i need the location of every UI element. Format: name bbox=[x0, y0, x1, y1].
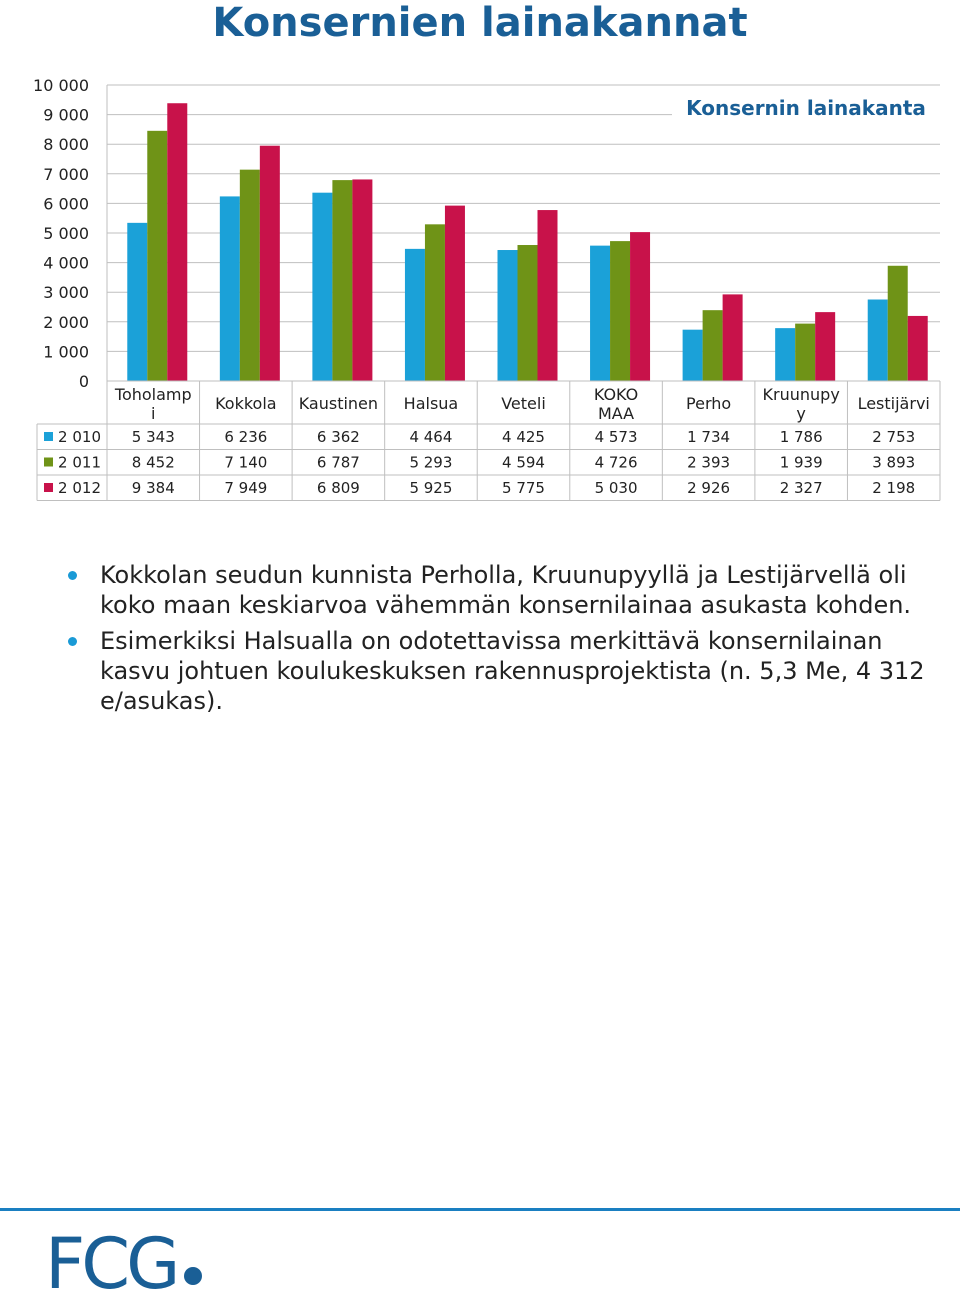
data-label: 1 734 bbox=[687, 428, 731, 446]
data-label: 2 198 bbox=[872, 479, 916, 497]
y-tick-label: 0 bbox=[78, 372, 89, 391]
y-tick-label: 2 000 bbox=[43, 312, 89, 332]
legend-key bbox=[44, 432, 53, 441]
bar-2011 bbox=[888, 266, 908, 381]
data-label: 5 293 bbox=[409, 453, 453, 472]
data-label: 7 949 bbox=[224, 479, 268, 497]
x-tick-label: Kokkola bbox=[215, 394, 277, 413]
x-tick-label: Perho bbox=[686, 394, 732, 413]
data-label: 2 926 bbox=[687, 479, 731, 497]
bar-2011 bbox=[240, 170, 260, 381]
legend-label: 2 011 bbox=[58, 453, 101, 472]
data-label: 4 726 bbox=[594, 453, 638, 472]
data-label: 5 030 bbox=[594, 479, 638, 497]
bar-2010 bbox=[590, 246, 610, 381]
chart-title: Konsernin lainakanta bbox=[686, 96, 926, 120]
bar-2012 bbox=[723, 294, 743, 381]
bullet-dot-icon bbox=[68, 571, 77, 580]
data-label: 6 787 bbox=[316, 453, 360, 472]
data-label: 8 452 bbox=[131, 453, 175, 472]
bar-chart bbox=[0, 70, 960, 510]
bar-2011 bbox=[425, 224, 445, 381]
data-label: 4 594 bbox=[502, 453, 545, 472]
bar-2012 bbox=[815, 312, 835, 381]
data-label: 2 327 bbox=[779, 479, 823, 497]
svg-text:FCG: FCG bbox=[45, 1228, 177, 1293]
bar-2010 bbox=[498, 250, 518, 381]
bar-2011 bbox=[795, 324, 815, 381]
footer-divider bbox=[0, 1208, 960, 1211]
bullet-item bbox=[68, 560, 938, 620]
bar-2012 bbox=[352, 179, 372, 381]
bar-2012 bbox=[630, 232, 650, 381]
data-label: 5 343 bbox=[131, 428, 175, 446]
bullet-list bbox=[68, 560, 938, 722]
bar-2012 bbox=[445, 206, 465, 381]
x-tick-label: KOKO MAA bbox=[593, 385, 639, 423]
x-tick-label: Kaustinen bbox=[298, 394, 379, 413]
bar-2010 bbox=[775, 328, 795, 381]
y-tick-label: 8 000 bbox=[43, 135, 89, 155]
y-tick-label: 4 000 bbox=[43, 253, 89, 273]
legend-key bbox=[44, 458, 53, 467]
data-label: 6 236 bbox=[224, 428, 268, 446]
data-label: 5 925 bbox=[409, 479, 453, 497]
data-label: 4 573 bbox=[594, 428, 638, 446]
y-tick-label: 5 000 bbox=[43, 224, 89, 243]
y-tick-label: 10 000 bbox=[33, 76, 89, 95]
x-tick-label: Veteli bbox=[501, 394, 546, 413]
bar-2010 bbox=[127, 223, 147, 381]
bar-2011 bbox=[147, 131, 167, 381]
y-tick-label: 9 000 bbox=[43, 105, 89, 125]
bar-2012 bbox=[260, 146, 280, 381]
bar-2011 bbox=[703, 310, 723, 381]
y-tick-label: 7 000 bbox=[43, 164, 89, 184]
data-label: 6 809 bbox=[316, 479, 360, 497]
data-label: 7 140 bbox=[224, 453, 268, 472]
bar-2010 bbox=[683, 330, 703, 381]
x-tick-label: Kruunupy y bbox=[762, 385, 840, 423]
data-label: 1 786 bbox=[779, 428, 823, 446]
bar-2011 bbox=[518, 245, 538, 381]
x-tick-label: Halsua bbox=[403, 394, 459, 413]
bullet-dot-icon bbox=[68, 637, 77, 646]
data-label: 9 384 bbox=[131, 479, 175, 497]
data-label: 5 775 bbox=[502, 479, 545, 497]
data-label: 2 753 bbox=[872, 428, 916, 446]
bullet-text: Kokkolan seudun kunnista Perholla, Kruunupyyllä ja Lestijärvellä oli koko maan keskiarvoa vähemmän konsernilainaa asukasta kohden. bbox=[100, 561, 912, 619]
bar-2011 bbox=[332, 180, 352, 381]
fcg-logo bbox=[45, 1228, 215, 1293]
bar-2010 bbox=[405, 249, 425, 381]
bar-2012 bbox=[538, 210, 558, 381]
data-label: 2 393 bbox=[687, 453, 731, 472]
bar-2011 bbox=[610, 241, 630, 381]
bar-2010 bbox=[312, 193, 332, 381]
x-tick-label: Lestijärvi bbox=[857, 394, 930, 413]
legend-label: 2 012 bbox=[58, 479, 101, 497]
bar-2010 bbox=[220, 196, 240, 381]
data-label: 3 893 bbox=[872, 453, 916, 472]
page-title: Konsernien lainakannat bbox=[212, 0, 748, 46]
bullet-item bbox=[68, 626, 938, 716]
data-label: 4 425 bbox=[502, 428, 545, 446]
x-tick-label: Toholamp i bbox=[114, 385, 192, 423]
data-label: 6 362 bbox=[316, 428, 360, 446]
bar-2010 bbox=[868, 300, 888, 381]
data-label: 1 939 bbox=[779, 453, 823, 472]
data-label: 4 464 bbox=[409, 428, 453, 446]
legend-key bbox=[44, 483, 53, 492]
bar-2012 bbox=[167, 103, 187, 381]
y-tick-label: 3 000 bbox=[43, 283, 89, 303]
bullet-text: Esimerkiksi Halsualla on odotettavissa merkittävä konsernilainan kasvu johtuen koulukeskuksen rakennusprojektista (n. 5,3 Me, 4 312 e/asukas). bbox=[100, 627, 925, 715]
y-tick-label: 6 000 bbox=[43, 194, 89, 214]
y-tick-label: 1 000 bbox=[43, 342, 89, 362]
legend-label: 2 010 bbox=[58, 428, 101, 446]
bar-2012 bbox=[908, 316, 928, 381]
